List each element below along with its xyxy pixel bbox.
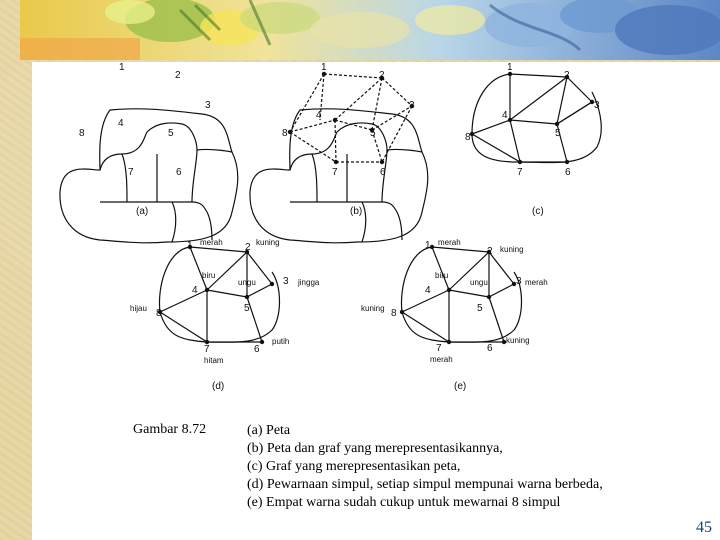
- a-label-8: 8: [79, 128, 85, 139]
- d-label-4: 4: [192, 285, 198, 296]
- graph-d: [159, 247, 279, 342]
- caption-item-d: (d) Pewarnaan simpul, setiap simpul mempunai warna berbeda,: [247, 477, 603, 492]
- panel-label-d: (d): [212, 381, 225, 392]
- e-color-8: kuning: [361, 304, 385, 313]
- panel-label-b: (b): [350, 206, 363, 217]
- e-label-4: 4: [425, 285, 431, 296]
- d-color-6: putih: [272, 337, 290, 346]
- caption-item-b: (b) Peta dan graf yang merepresentasikannya,: [247, 441, 503, 456]
- a-label-2: 2: [175, 70, 181, 81]
- a-label-5: 5: [168, 128, 174, 139]
- c-label-6: 6: [565, 167, 571, 178]
- caption-item-e: (e) Empat warna sudah cukup untuk mewarnai 8 simpul: [247, 495, 561, 510]
- d-color-3: jingga: [298, 278, 320, 287]
- c-label-7: 7: [517, 167, 523, 178]
- e-label-5: 5: [477, 303, 483, 314]
- a-label-3: 3: [205, 100, 211, 111]
- panel-label-c: (c): [532, 206, 544, 217]
- e-label-1: 1: [425, 240, 431, 251]
- d-label-2: 2: [245, 242, 251, 253]
- panel-label-e: (e): [454, 381, 467, 392]
- d-label-8: 8: [156, 308, 162, 319]
- page-number: 45: [696, 519, 712, 536]
- b-label-2: 2: [379, 70, 385, 81]
- caption-item-c: (c) Graf yang merepresentasikan peta,: [247, 459, 461, 474]
- c-label-5: 5: [555, 128, 561, 139]
- e-color-2: kuning: [500, 245, 524, 254]
- b-label-1: 1: [321, 62, 327, 73]
- e-color-4: biru: [435, 271, 449, 280]
- e-label-7: 7: [436, 343, 442, 354]
- b-label-7: 7: [332, 167, 338, 178]
- a-label-1: 1: [119, 62, 125, 73]
- e-label-3: 3: [516, 276, 522, 287]
- map-a: [60, 109, 238, 243]
- d-color-8: hijau: [130, 304, 147, 313]
- c-label-8: 8: [465, 132, 471, 143]
- e-color-6: kuning: [506, 336, 530, 345]
- e-color-7: merah: [430, 355, 453, 364]
- d-label-5: 5: [244, 303, 250, 314]
- d-color-5: ungu: [238, 278, 256, 287]
- a-label-6: 6: [176, 167, 182, 178]
- figure-caption-label: Gambar 8.72: [133, 422, 207, 437]
- e-color-3: merah: [525, 278, 548, 287]
- floral-banner: [20, 0, 720, 60]
- e-label-6: 6: [487, 343, 493, 354]
- c-label-1: 1: [507, 62, 513, 73]
- d-color-1: merah: [200, 238, 223, 247]
- e-color-5: ungu: [470, 278, 488, 287]
- d-label-1: 1: [187, 240, 193, 251]
- e-color-1: merah: [438, 238, 461, 247]
- d-label-7: 7: [204, 344, 210, 355]
- map-coloring-figure: [32, 62, 692, 422]
- d-color-4: biru: [202, 271, 216, 280]
- b-label-5: 5: [370, 128, 376, 139]
- d-color-7: hitam: [204, 356, 224, 365]
- c-label-3: 3: [594, 100, 600, 111]
- b-label-6: 6: [380, 167, 386, 178]
- d-color-2: kuning: [256, 238, 280, 247]
- a-label-4: 4: [118, 118, 124, 129]
- b-label-3: 3: [409, 100, 415, 111]
- caption-item-a: (a) Peta: [247, 423, 291, 438]
- map-b: [250, 74, 428, 243]
- a-label-7: 7: [128, 167, 134, 178]
- e-label-8: 8: [391, 308, 397, 319]
- c-label-2: 2: [564, 70, 570, 81]
- b-label-8: 8: [282, 128, 288, 139]
- b-label-4: 4: [316, 110, 322, 121]
- c-label-4: 4: [502, 110, 508, 121]
- figure-caption-list: [247, 422, 603, 512]
- graph-e: [401, 247, 521, 342]
- e-label-2: 2: [487, 246, 493, 257]
- d-label-6: 6: [254, 344, 260, 355]
- d-label-3: 3: [283, 276, 289, 287]
- panel-label-a: (a): [136, 206, 149, 217]
- graph-c: [472, 74, 601, 163]
